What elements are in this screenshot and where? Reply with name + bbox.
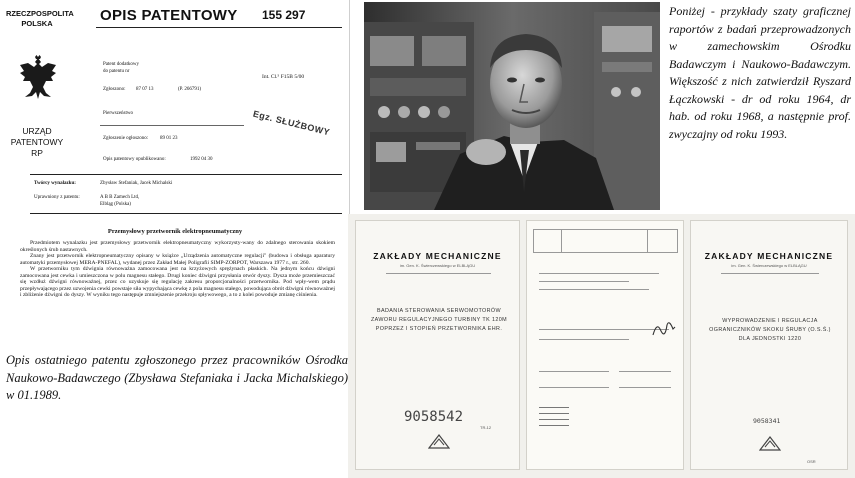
portrait-photo — [364, 2, 660, 210]
caption-patent: Opis ostatniego patentu zgłoszonego przez pracowników Ośrodka Naukowo-Badawczego (Zbysława Stefaniaka i Jacka Michalskiego) w 01.1989. — [6, 353, 348, 402]
official-copy-stamp: Egz. SŁUŻBOWY — [251, 108, 332, 138]
approval-sheet-line — [619, 387, 671, 388]
patent-document — [0, 0, 350, 343]
approval-sheet-divider — [647, 229, 648, 253]
report-2-title-line: DLA JEDNOSTKI 1220 — [738, 336, 802, 342]
approval-sheet-line — [539, 425, 569, 426]
field-ogloszono: Zgłoszenie ogłoszono: — [103, 136, 149, 141]
report-2-header: ZAKŁADY MECHANICZNE — [704, 251, 834, 261]
field-opublikowano: Opis patentowy opublikowano: — [103, 157, 166, 162]
report-2-title — [697, 317, 843, 344]
field-uprawniony-city: Elbląg (Polska) — [100, 202, 131, 207]
patent-paragraph: Przedmiotem wynalazku jest przemysłowy przetwornik elektropneumatyczny wykorzysty-wany do zdalnego sterowania skokiem określonych śrub nastawnych. — [20, 240, 335, 253]
report-1-title-line: BADANIA STEROWANIA SERWOMOTORÓW — [376, 308, 502, 314]
approval-sheet-line — [539, 407, 569, 408]
field-tworcy: Twórcy wynalazku: — [34, 181, 76, 186]
patent-rule-2 — [30, 174, 342, 175]
report-1-sub: im. Gen. K. Świerczewskiego w ELBLĄGU — [399, 263, 476, 268]
approval-sheet-line — [539, 371, 609, 372]
approval-sheet-divider — [561, 229, 562, 253]
zamech-logo-icon — [428, 433, 450, 449]
patent-field-rule — [100, 125, 244, 126]
approval-sheet-line — [539, 329, 669, 330]
report-2-sub: im. Gen. K. Świerczewskiego w ELBLĄGU — [731, 263, 807, 268]
report-2-rule — [721, 273, 819, 274]
approval-sheet-line — [539, 419, 569, 420]
patent-country: RZECZPOSPOLITA POLSKA — [6, 9, 74, 28]
approval-sheet-line — [539, 339, 629, 340]
patent-rule-3 — [30, 213, 342, 214]
zamech-logo-icon — [759, 435, 781, 451]
report-covers-collage — [348, 214, 855, 478]
field-p-number: (P. 266791) — [178, 87, 202, 92]
report-cover-1 — [355, 220, 520, 470]
field-pierwszenstwo: Pierwszeństwo — [103, 111, 133, 116]
portrait-photo-image — [364, 2, 660, 210]
report-1-rule — [386, 273, 491, 274]
report-2-number: 9058341 — [753, 417, 781, 425]
caption-reports: Poniżej - przykłady szaty graficznej raportów z badań przeprowadzonych w zamechowskim Ośrodku Badawczym i Naukowo-Badawczym. Większość z nich zatwierdził Ryszard Łączkowski - dr od roku 1964, dr hab. od roku 1968, a następnie prof. zwyczajny od roku 1993. — [669, 4, 851, 141]
field-do-patentu: do patentu nr — [103, 69, 130, 74]
patent-body — [20, 240, 335, 299]
report-approval-sheet — [526, 220, 684, 470]
field-zgloszono: Zgłoszono: — [103, 87, 126, 92]
report-1-title — [364, 307, 514, 334]
report-cover-2 — [690, 220, 848, 470]
field-ogloszono-value: 89 01 23 — [160, 136, 178, 141]
patent-rule — [96, 27, 342, 28]
approval-sheet-line — [619, 371, 671, 372]
field-zgloszono-value: 87 07 13 — [136, 87, 154, 92]
report-1-code: TR-12 — [480, 425, 492, 430]
field-uprawniony: Uprawniony z patentu: — [34, 195, 80, 200]
report-2-code: OSR — [807, 459, 816, 464]
approval-sheet-line — [539, 273, 659, 274]
patent-number: 155 297 — [262, 8, 306, 22]
report-2-title-line: WYPROWADZENIE I REGULACJA — [722, 318, 818, 324]
field-opublikowano-value: 1992 04 30 — [190, 157, 213, 162]
patent-paragraph: Znany jest przetwornik elektropneumatyczny opisany w książce „Urządzenia automatyczne regulacji" (budowa i obsługa aparatury automatyki przemysłowej MERA-PNEFAL), wydanej przez Zakład Małej Poligrafii SIMP-ZORPOT, Warszawa 1977 r., str. 260. — [20, 253, 335, 266]
field-uprawniony-value: A B B Zamech Ltd, — [100, 195, 140, 200]
approval-sheet-line — [539, 281, 629, 282]
signature-icon — [651, 319, 677, 339]
field-int-cl: Int. Cl.⁵ F15B 5/00 — [262, 74, 305, 80]
approval-sheet-line — [539, 413, 569, 414]
field-patent-dodatkowy: Patent dodatkowy — [103, 62, 139, 67]
approval-sheet-line — [539, 289, 649, 290]
polish-eagle-emblem-icon — [18, 55, 58, 101]
field-tworcy-value: Zbysław Stefaniak, Jacek Michalski — [100, 181, 173, 186]
patent-paragraph: W przetworniku tym dźwignia równoważna zamocowana jest na krzyżowych sprężynach płaskich. Na jednym końcu dźwigni zamocowana jest cewka i umieszczona w polu magnesu stałego. Drugi koniec dźwigni przysłania otwór dyszy. Dysza może przemieszczać się wzdłuż dźwigni równoważnej, przez co uzyskuje się regulację zakresu proporcjonalności przetwornika. Pod wpły-wem prądu przepływającego przez uzwojenia cewki powstaje siła wypychająca cewkę z pola magnesu stałego, powodująca obrót dźwigni równoważnej i zbliżenie dźwigni do dyszy. W wyniku tego następuje zmniejszenie przekroju spływowego, a to z kolei powoduje zmianę ciśnienia. — [20, 266, 335, 298]
patent-title: OPIS PATENTOWY — [100, 7, 238, 24]
approval-sheet-line — [539, 387, 609, 388]
report-1-number: 9058542 — [404, 409, 464, 425]
approval-sheet-header-box — [533, 229, 678, 253]
patent-heading: Przemysłowy przetwornik elektropneumatyczny — [107, 228, 243, 235]
patent-office: URZĄD PATENTOWY RP — [10, 126, 64, 158]
report-1-title-line: POPRZEZ I STOPIEŃ PRZETWORNIKA EHR. — [375, 326, 503, 332]
report-1-header: ZAKŁADY MECHANICZNE — [373, 251, 502, 261]
report-2-title-line: OGRANICZNIKÓW SKOKU ŚRUBY (O.S.Ś.) — [709, 327, 831, 333]
report-1-title-line: ZAWORU REGULACYJNEGO TURBINY TK 120M — [370, 317, 508, 323]
